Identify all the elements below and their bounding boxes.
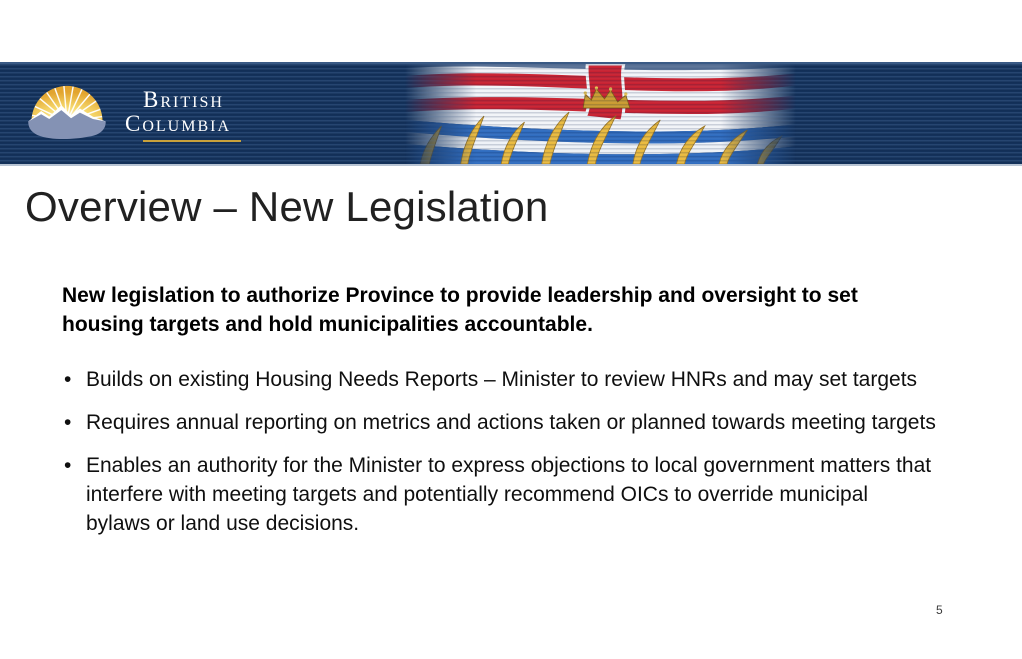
- bc-provincial-flag-icon: [405, 64, 800, 164]
- bullet-marker: •: [64, 368, 72, 391]
- bullet-item: [62, 365, 938, 394]
- bullet-text: Requires annual reporting on metrics and actions taken or planned towards meeting targets: [86, 411, 936, 434]
- bullet-marker: •: [64, 411, 72, 434]
- bullet-text: Builds on existing Housing Needs Reports – Minister to review HNRs and may set targets: [86, 368, 918, 391]
- wordmark-gold-rule: [143, 140, 241, 142]
- slide-title: Overview – New Legislation: [25, 183, 549, 230]
- bc-wordmark: [125, 88, 241, 142]
- bc-government-logo: [25, 82, 241, 148]
- bullet-marker: •: [64, 454, 72, 477]
- bullet-text: Enables an authority for the Minister to express objections to local government matters that interfere with meeting targets and potentially recommend OICs to override municipal bylaws or land use decisions.: [86, 454, 932, 535]
- bullet-item: [62, 408, 938, 437]
- bc-sunrise-mountains-emblem-icon: [25, 82, 109, 148]
- wordmark-line-british: British: [143, 87, 224, 113]
- lead-paragraph: New legislation to authorize Province to provide leadership and oversight to set housing targets and hold municipalities accountable.: [62, 284, 858, 336]
- bullet-list: [62, 365, 938, 552]
- wordmark-line-columbia: Columbia: [125, 111, 232, 136]
- bullet-item: [62, 451, 938, 538]
- page-number: 5: [936, 603, 943, 617]
- bc-header-banner: [0, 62, 1022, 166]
